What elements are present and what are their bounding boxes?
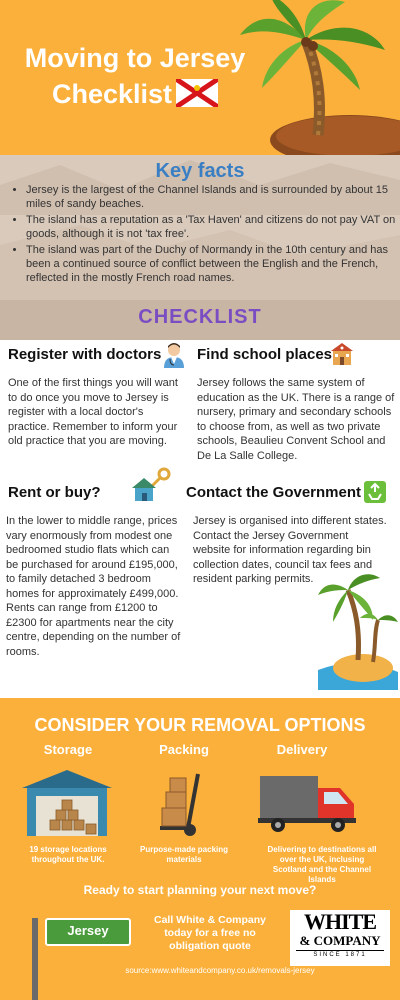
schools-heading: Find school places bbox=[197, 346, 333, 363]
rent-text: In the lower to middle range, prices vary enormously from modest one bedroomed studio flats which can be purchased for around £195,000, to family detached 3 bedroom homes for approximately £499,000. Rents can range from £1200 to £2300 for apartments near the city centre, depending on the number of rooms. bbox=[6, 515, 181, 658]
hand-truck-boxes-icon bbox=[150, 770, 216, 838]
key-facts-list bbox=[10, 183, 400, 287]
storage-heading: Storage bbox=[43, 742, 93, 757]
government-heading: Contact the Government bbox=[186, 484, 362, 501]
key-fact-item: • Jersey is the largest of the Channel Islands and is surrounded by about 15 miles of sandy beaches. bbox=[26, 183, 400, 211]
storage-unit-icon bbox=[22, 768, 112, 838]
signpost-pole bbox=[32, 918, 38, 1000]
island-illustration bbox=[318, 560, 398, 690]
schools-text: Jersey follows the same system of education as the UK. There is a range of nursery, primary and secondary schools to choose from, as well as two private schools, Beaulieu Convent School and De La Salle College. bbox=[197, 377, 395, 462]
ready-prompt: Ready to start planning your next move? bbox=[83, 883, 317, 897]
key-fact-item: • The island has a reputation as a 'Tax Haven' and citizens do not pay VAT on goods, although it is not 'tax free'. bbox=[26, 213, 400, 241]
house-key-icon bbox=[130, 466, 174, 502]
recycle-bin-icon bbox=[363, 480, 387, 504]
doctors-heading: Register with doctors bbox=[8, 346, 162, 363]
jersey-flag-icon bbox=[176, 79, 218, 107]
white-company-logo bbox=[290, 910, 390, 966]
sign-text: Jersey bbox=[67, 923, 109, 938]
rent-heading: Rent or buy? bbox=[8, 484, 101, 501]
delivery-heading: Delivery bbox=[276, 742, 328, 757]
packing-text: Purpose-made packing materials bbox=[139, 845, 229, 864]
school-icon bbox=[330, 342, 354, 366]
doctors-text: One of the first things you will want to do once you move to Jersey is register with a local doctor's practice. Remember to inform your old practice that you are moving. bbox=[8, 377, 178, 447]
government-text: Jersey is organised into different states. Contact the Jersey Government website for information regarding bin collection dates, council tax fees and resident parking permits. bbox=[193, 515, 387, 585]
source-link[interactable]: source:www.whiteandcompany.co.uk/removals-jersey bbox=[125, 966, 315, 975]
title-line-2 bbox=[10, 76, 260, 112]
header bbox=[0, 0, 400, 155]
title-line-2-text: Checklist bbox=[51, 79, 173, 109]
delivery-text: Delivering to destinations all over the UK, inclusing Scotland and the Channel Islands bbox=[267, 845, 377, 884]
key-facts-title: Key facts bbox=[155, 160, 245, 182]
delivery-truck-icon bbox=[258, 770, 358, 834]
call-to-action: Call White & Company today for a free no obligation quote bbox=[153, 914, 266, 952]
logo-company: & COMPANY bbox=[299, 933, 381, 948]
packing-heading: Packing bbox=[159, 742, 209, 757]
doctor-icon bbox=[162, 342, 186, 368]
removal-title: CONSIDER YOUR REMOVAL OPTIONS bbox=[34, 715, 366, 735]
logo-since: SINCE 1871 bbox=[296, 950, 384, 959]
key-fact-item: • The island was part of the Duchy of Normandy in the 10th century and has been a continued source of conflict between the English and the French, reflected in the mostly French road names. bbox=[26, 243, 400, 285]
title-line-1: Moving to Jersey bbox=[24, 43, 246, 73]
checklist-title: CHECKLIST bbox=[138, 306, 262, 328]
logo-white: WHITE bbox=[303, 909, 377, 934]
jersey-signpost bbox=[20, 918, 140, 1000]
page-title bbox=[10, 40, 260, 112]
storage-text: 19 storage locations throughout the UK. bbox=[29, 845, 107, 864]
